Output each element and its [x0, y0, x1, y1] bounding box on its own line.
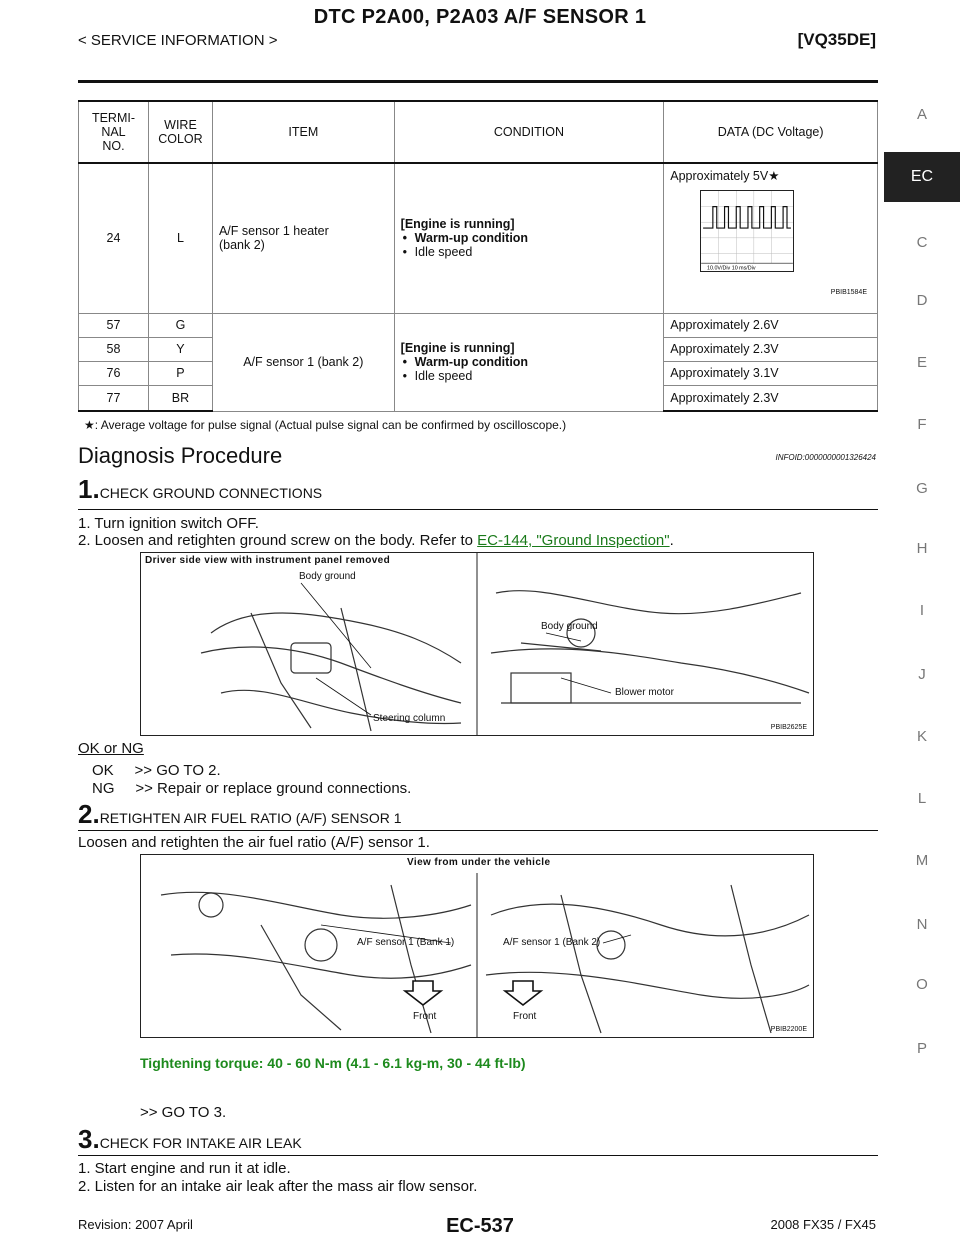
side-index-a[interactable]: A [916, 106, 927, 123]
header-wire-color: WIRE COLOR [148, 101, 212, 163]
step-title-text: CHECK FOR INTAKE AIR LEAK [99, 1135, 302, 1151]
step-number: 1. [78, 474, 100, 504]
af-sensor-location-figure [140, 854, 814, 1038]
table-row [79, 313, 878, 337]
ground-location-illustration [141, 553, 813, 735]
step-rule [78, 1155, 878, 1156]
instruction-line: Loosen and retighten the air fuel ratio (A/F) sensor 1. [78, 834, 430, 851]
step-1-title [78, 474, 322, 505]
side-index-l[interactable]: L [917, 790, 927, 807]
instruction-text: 2. Loosen and retighten ground screw on the body. Refer to [78, 532, 478, 549]
condition-title: [Engine is running] [400, 217, 515, 232]
item-cell: A/F sensor 1 heater (bank 2) [212, 163, 394, 313]
data-cell [664, 163, 878, 313]
step-number: 2. [78, 799, 100, 829]
instruction-line: 1. Start engine and run it at idle. [78, 1160, 291, 1177]
terminal-no: 24 [79, 163, 149, 313]
instruction-line [78, 532, 674, 549]
table-row [79, 163, 878, 313]
ng-result: NG >> Repair or replace ground connections. [92, 780, 412, 797]
step-title-text: CHECK GROUND CONNECTIONS [99, 485, 323, 501]
figure-label: Front [413, 1011, 437, 1022]
engine-model: [VQ35DE] [797, 30, 876, 49]
condition-bullet: • Warm-up condition [401, 355, 658, 369]
item-cell: A/F sensor 1 (bank 2) [212, 313, 394, 411]
figure-caption: Driver side view with instrument panel removed [145, 555, 391, 566]
tightening-torque: Tightening torque: 40 - 60 N-m (4.1 - 6.1 kg-m, 30 - 44 ft-lb) [140, 1055, 526, 1071]
goto-result: >> GO TO 3. [140, 1104, 227, 1121]
data-value: Approximately 3.1V [664, 361, 878, 385]
side-index-f[interactable]: F [917, 416, 927, 433]
ok-ng-label: OK or NG [78, 740, 144, 757]
figure-label: Front [513, 1011, 537, 1022]
table-footnote: ★: Average voltage for pulse signal (Actual pulse signal can be confirmed by oscilloscope.) [84, 418, 567, 432]
side-index-i[interactable]: I [919, 602, 925, 619]
figure-caption: View from under the vehicle [407, 857, 551, 868]
step-rule [78, 509, 878, 510]
step-number: 3. [78, 1124, 100, 1154]
step-2-title [78, 799, 402, 830]
terminal-table [78, 100, 878, 412]
ground-inspection-link[interactable]: EC-144, "Ground Inspection" [477, 532, 670, 549]
side-index-ec[interactable]: EC [884, 152, 960, 202]
scope-wrapper [670, 166, 871, 300]
wire-color: L [148, 163, 212, 313]
condition-cell [394, 313, 664, 411]
data-value: Approximately 2.3V [664, 337, 878, 361]
data-value: Approximately 2.6V [664, 313, 878, 337]
oscilloscope-waveform-image [700, 190, 794, 272]
ok-result: OK >> GO TO 2. [92, 762, 221, 779]
figure-code: PBIB2200E [770, 1026, 807, 1033]
condition-bullet: • Idle speed [401, 245, 658, 259]
page-number: EC-537 [446, 1215, 514, 1237]
side-index-g[interactable]: G [916, 480, 928, 497]
condition-bullet: • Idle speed [401, 369, 658, 383]
figure-label: Blower motor [615, 687, 674, 698]
figure-code: PBIB2625E [770, 724, 807, 731]
header-item: ITEM [212, 101, 394, 163]
scope-image-code: PBIB1584E [830, 289, 867, 296]
page-title: DTC P2A00, P2A03 A/F SENSOR 1 [313, 6, 647, 28]
figure-label: Steering column [373, 713, 446, 724]
side-index-m[interactable]: M [915, 852, 929, 869]
side-index-e[interactable]: E [916, 354, 927, 371]
terminal-no: 76 [79, 361, 149, 385]
header-data: DATA (DC Voltage) [664, 101, 878, 163]
side-index-p[interactable]: P [916, 1040, 927, 1057]
wire-color: BR [148, 385, 212, 411]
side-index-o[interactable]: O [916, 976, 928, 993]
condition-title: [Engine is running] [400, 341, 515, 355]
step-3-title [78, 1124, 302, 1155]
figure-label: Body ground [299, 571, 356, 582]
wire-color: P [148, 361, 212, 385]
header-rule [78, 80, 878, 83]
wire-color: Y [148, 337, 212, 361]
side-index-n[interactable]: N [916, 916, 928, 933]
condition-bullet: • Warm-up condition [401, 231, 658, 245]
figure-label: Body ground [541, 621, 598, 632]
terminal-no: 57 [79, 313, 149, 337]
data-value: Approximately 2.3V [664, 385, 878, 411]
ground-location-figure [140, 552, 814, 736]
side-index-j[interactable]: J [918, 666, 926, 683]
condition-cell [394, 163, 664, 313]
data-value: Approximately 5V★ [670, 169, 780, 183]
af-sensor-illustration [141, 855, 813, 1037]
info-id: INFOID:0000000001326424 [775, 453, 876, 462]
section-label: < SERVICE INFORMATION > [78, 32, 278, 49]
section-title: Diagnosis Procedure [78, 443, 283, 468]
revision-label: Revision: 2007 April [78, 1217, 193, 1232]
header-condition: CONDITION [394, 101, 664, 163]
terminal-no: 77 [79, 385, 149, 411]
terminal-no: 58 [79, 337, 149, 361]
wire-color: G [148, 313, 212, 337]
table-header-row [79, 101, 878, 163]
side-index-h[interactable]: H [916, 540, 928, 557]
header-terminal: TERMI- NAL NO. [79, 101, 149, 163]
vehicle-model: 2008 FX35 / FX45 [770, 1217, 876, 1232]
figure-label: A/F sensor 1 (Bank 1) [357, 937, 455, 948]
side-index-d[interactable]: D [916, 292, 928, 309]
instruction-line: 2. Listen for an intake air leak after the mass air flow sensor. [78, 1178, 478, 1195]
figure-label: A/F sensor 1 (Bank 2) [503, 937, 601, 948]
instruction-text: . [669, 532, 674, 549]
step-title-text: RETIGHTEN AIR FUEL RATIO (A/F) SENSOR 1 [99, 810, 402, 826]
instruction-line: 1. Turn ignition switch OFF. [78, 515, 259, 532]
step-rule [78, 830, 878, 831]
side-index-k[interactable]: K [916, 728, 927, 745]
scope-scale-label: 10.0V/Div 10 ms/Div [707, 265, 756, 272]
side-index-c[interactable]: C [916, 234, 928, 251]
